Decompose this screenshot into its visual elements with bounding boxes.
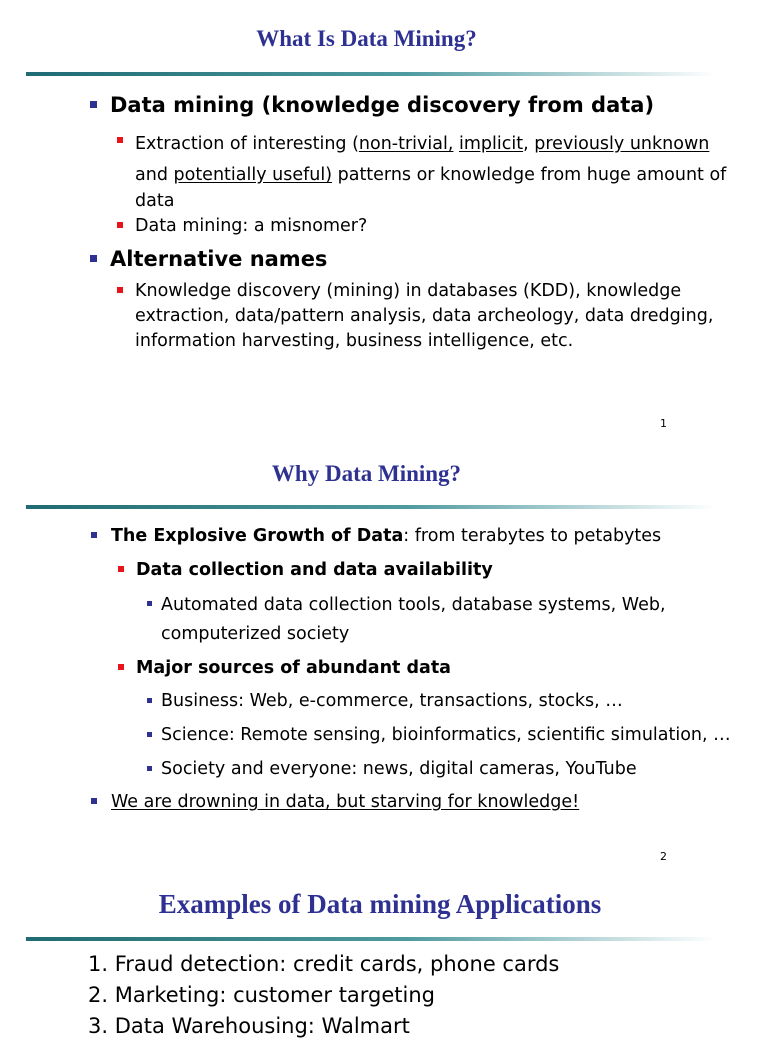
slide1-title: What Is Data Mining? xyxy=(256,26,477,51)
bullet-square-icon xyxy=(147,698,152,703)
slide2-sub-major-sources: Major sources of abundant data xyxy=(136,658,451,679)
slide2-item-society: Society and everyone: news, digital cameras, YouTube xyxy=(161,759,637,780)
bullet-square-icon xyxy=(91,532,97,538)
slide2-bullet-explosive-growth: The Explosive Growth of Data: from terabytes to petabytes xyxy=(111,526,661,547)
slide3-title-rule xyxy=(26,937,716,941)
bullet-square-icon xyxy=(117,222,123,228)
bullet-square-icon xyxy=(118,664,124,670)
slide1-sub-kdd: Knowledge discovery (mining) in databases (KDD), knowledge extraction, data/pattern analysis, data archeology, data dredging, information harvesting, business intelligence, etc. xyxy=(135,279,713,354)
slide3-list-item: 1. Fraud detection: credit cards, phone cards xyxy=(88,952,560,976)
slide1-title-rule xyxy=(26,72,716,76)
slide2-item-business: Business: Web, e-commerce, transactions, stocks, … xyxy=(161,691,623,712)
slide3-list-item: 3. Data Warehousing: Walmart xyxy=(88,1014,410,1038)
slide3-title: Examples of Data mining Applications xyxy=(158,889,602,919)
bullet-square-icon xyxy=(90,101,97,108)
bullet-square-icon xyxy=(118,566,124,572)
slide2-page-number: 2 xyxy=(660,850,667,863)
bullet-square-icon xyxy=(117,287,123,293)
slide2-title: Why Data Mining? xyxy=(271,461,462,486)
bullet-square-icon xyxy=(91,798,97,804)
slide2-title-rule xyxy=(26,505,716,509)
bullet-square-icon xyxy=(117,137,123,143)
slide2-item-automated-tools: Automated data collection tools, database systems, Web, computerized society xyxy=(161,594,666,652)
slide1-bullet-alternative-names: Alternative names xyxy=(110,247,327,272)
slide2-item-science: Science: Remote sensing, bioinformatics, scientific simulation, … xyxy=(161,725,731,746)
slide1-sub-misnomer: Data mining: a misnomer? xyxy=(135,216,367,237)
slide1-page-number: 1 xyxy=(660,417,667,430)
slide2-sub-data-collection: Data collection and data availability xyxy=(136,560,493,581)
slide1-sub-extraction: Extraction of interesting (non-trivial, implicit, previously unknown and potentially useful) patterns or knowledge from huge amount of data xyxy=(135,128,726,213)
bullet-square-icon xyxy=(147,601,152,606)
bullet-square-icon xyxy=(147,766,152,771)
bullet-square-icon xyxy=(90,255,97,262)
slide1-bullet-data-mining: Data mining (knowledge discovery from data) xyxy=(110,93,654,118)
bullet-square-icon xyxy=(147,732,152,737)
slide3-list-item: 2. Marketing: customer targeting xyxy=(88,983,436,1007)
slide2-bullet-drowning: We are drowning in data, but starving for knowledge! xyxy=(111,792,579,813)
